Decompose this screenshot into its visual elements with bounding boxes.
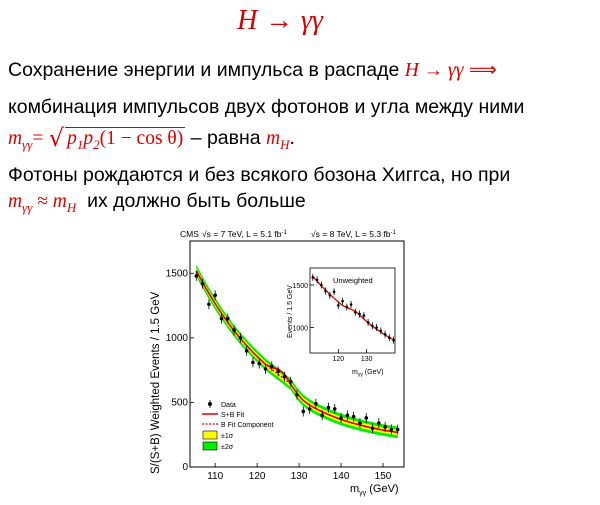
slide-title — [0, 4, 560, 37]
data-point — [220, 317, 224, 321]
data-point — [371, 325, 374, 328]
data-point — [352, 415, 356, 419]
legend-1sigma-box — [203, 431, 217, 439]
y-tick-label: 0 — [182, 462, 188, 473]
data-point — [213, 293, 217, 297]
approx-sign: ≈ — [32, 191, 53, 212]
sqrt-sign: √ — [48, 124, 65, 152]
data-point — [232, 328, 236, 332]
data-point — [375, 326, 378, 329]
data-point — [346, 306, 349, 309]
legend-b-label: B Fit Component — [221, 422, 274, 429]
line1-text: Сохранение энергии и импульса в распаде — [8, 59, 405, 81]
equals-sign: = — [32, 128, 44, 149]
title-formula-gg: γγ — [300, 5, 323, 36]
data-point — [388, 336, 391, 339]
data-point — [270, 364, 274, 368]
legend-data-label: Data — [221, 402, 236, 409]
data-point — [371, 426, 375, 430]
data-point — [276, 370, 280, 374]
data-point — [201, 282, 205, 286]
text-line-2: комбинация импульсов двух фотонов и угла между ними — [8, 96, 525, 118]
x-tick-label: 140 — [332, 471, 350, 482]
data-point — [358, 313, 361, 316]
text-line-4: Фотоны рождаются и без всякого бозона Хиггса, но при — [8, 164, 511, 186]
data-point — [363, 314, 366, 317]
x-tick-label: 130 — [360, 356, 373, 363]
legend-2sigma-label: ±2σ — [221, 444, 234, 451]
x-tick-label: 120 — [332, 356, 345, 363]
data-point — [358, 421, 362, 425]
data-point — [239, 336, 243, 340]
title-formula-arrow: → — [265, 5, 294, 36]
sqrt-body: $p_1p_2(1 - \cos \theta)$ — [67, 128, 184, 152]
x-tick-label: 130 — [290, 471, 308, 482]
text-line-5 — [8, 190, 306, 216]
data-point — [251, 361, 255, 365]
data-point — [312, 276, 315, 279]
legend-sb-label: S+B Fit — [221, 412, 245, 419]
data-point — [308, 407, 312, 411]
implies-symbol: ⟹ — [468, 60, 497, 81]
header-cms: CMS — [180, 229, 199, 239]
data-point — [226, 317, 230, 321]
m-gg-approx: $m_{\gamma\gamma}$ — [8, 191, 33, 215]
x-tick-label: 120 — [248, 471, 266, 482]
data-point — [392, 339, 395, 342]
data-point — [383, 425, 387, 429]
inset-ylabel: Events / 1.5 GeV — [287, 285, 294, 338]
data-point — [194, 274, 198, 278]
inset-xlabel: $m_{\gamma\gamma}$ (GeV) — [352, 369, 384, 378]
data-point — [333, 407, 337, 411]
data-point — [333, 291, 336, 294]
text-line-3 — [8, 124, 295, 153]
data-point — [301, 410, 305, 414]
y-tick-label: 1000 — [292, 325, 308, 333]
data-point — [354, 311, 357, 314]
inset-title: Unweighted — [333, 276, 373, 285]
legend-2sigma-box — [203, 442, 217, 450]
data-point — [289, 380, 293, 384]
title-formula-h: H — [237, 5, 258, 36]
main-ylabel: S/(S+B) Weighted Events / 1.5 GeV — [150, 291, 162, 474]
header-8tev: √s = 8 TeV, L = 5.3 $fb^{-1}$ — [311, 229, 396, 239]
line1-formula: H → γγ — [404, 60, 464, 81]
data-point — [346, 414, 350, 418]
data-point — [314, 402, 318, 406]
m-gg-lhs: $m_{\gamma\gamma}$ — [8, 128, 33, 152]
data-point — [377, 421, 381, 425]
data-point — [316, 279, 319, 282]
x-tick-label: 150 — [374, 471, 392, 482]
data-point — [337, 304, 340, 307]
data-point — [324, 290, 327, 293]
data-point — [257, 362, 261, 366]
data-point — [207, 302, 211, 306]
legend — [202, 400, 274, 451]
legend-1sigma-label: ±1σ — [221, 433, 234, 440]
cms-diphoton-mass-plot — [146, 226, 416, 502]
data-point — [295, 393, 299, 397]
text-line-1 — [8, 58, 497, 82]
x-tick-label: 110 — [207, 471, 224, 482]
y-tick-label: 1500 — [165, 268, 188, 280]
m-h-approx: $m_H$ — [52, 191, 77, 215]
data-point — [327, 406, 331, 410]
data-point — [364, 416, 368, 420]
line3-dot: . — [289, 127, 295, 149]
data-point — [320, 284, 323, 287]
data-point — [329, 294, 332, 297]
y-tick-label: 1000 — [165, 332, 188, 344]
data-point — [390, 428, 394, 432]
data-point — [320, 414, 324, 418]
y-tick-label: 1500 — [292, 283, 308, 290]
header-7tev: √s = 7 TeV, L = 5.1 $fb^{-1}$ — [202, 229, 287, 239]
y-tick-label: 500 — [171, 397, 188, 409]
data-point — [264, 367, 268, 371]
data-point — [341, 300, 344, 303]
data-point — [384, 333, 387, 336]
data-point — [350, 303, 353, 306]
data-point — [283, 375, 287, 379]
data-point — [396, 428, 400, 432]
data-point — [380, 330, 383, 333]
data-point — [367, 321, 370, 324]
line3-dash-text: – равна — [185, 127, 267, 149]
data-point — [339, 416, 343, 420]
m-h: $m_H$ — [266, 128, 290, 152]
data-point — [245, 349, 249, 353]
main-xlabel: $m_{\gamma\gamma}$ (GeV) — [350, 483, 399, 497]
line5-text: их должно быть больше — [76, 190, 306, 212]
